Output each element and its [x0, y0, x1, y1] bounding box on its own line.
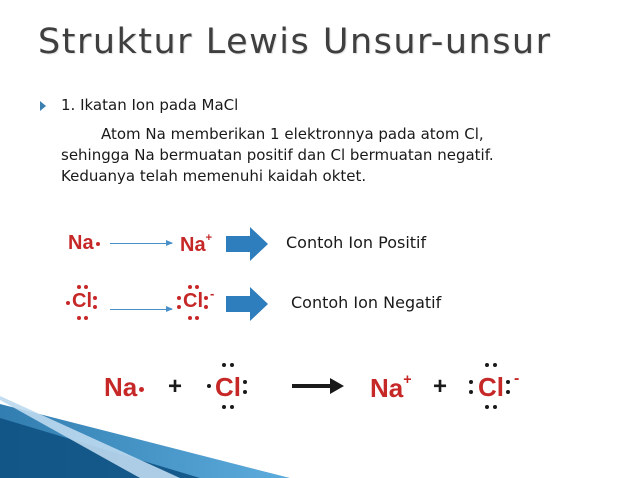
electron-dot [195, 316, 199, 320]
paragraph-line-2: sehingga Na bermuatan positif dan Cl bermuatan negatif. [61, 146, 494, 164]
electron-dot [493, 363, 497, 367]
electron-dot [243, 380, 247, 384]
electron-dot [66, 301, 70, 305]
electron-dot [188, 316, 192, 320]
negative-charge: - [210, 286, 215, 301]
electron-dot [493, 405, 497, 409]
right-arrow-icon [226, 287, 268, 321]
label-positive-ion: Contoh Ion Positif [286, 233, 427, 252]
electron-dot [188, 285, 192, 289]
electron-dot [230, 405, 234, 409]
label-negative-ion: Contoh Ion Negatif [291, 293, 442, 312]
electron-dot [222, 363, 226, 367]
paragraph-line-3: Keduanya telah memenuhi kaidah oktet. [61, 167, 367, 185]
eq-plus-2: + [433, 373, 448, 400]
bullet-heading: 1. Ikatan Ion pada MaCl [61, 96, 239, 114]
eq-na-atom: Na [104, 372, 144, 403]
electron-dot [204, 305, 208, 309]
electron-dot [177, 305, 181, 309]
electron-dot [485, 363, 489, 367]
electron-dot [506, 390, 510, 394]
eq-cl-atom: Cl [215, 372, 241, 402]
electron-dot [207, 384, 211, 388]
cl-ion-symbol: Cl [183, 290, 203, 312]
na-atom-symbol: Na [68, 232, 100, 255]
electron-dot [177, 296, 181, 300]
right-arrow-icon [226, 227, 268, 261]
eq-plus-1: + [168, 373, 183, 400]
paragraph-line-1: Atom Na memberikan 1 elektronnya pada atom Cl, [101, 125, 484, 143]
electron-dot [222, 405, 226, 409]
electron-dot [506, 380, 510, 384]
electron-dot [195, 285, 199, 289]
thin-arrow-icon [110, 309, 172, 310]
na-ion-symbol: Na+ [180, 232, 213, 256]
thin-arrow-icon [110, 243, 172, 244]
electron-dot [93, 296, 97, 300]
electron-dot [77, 285, 81, 289]
page-title: Struktur Lewis Unsur-unsur [38, 22, 552, 62]
electron-dot [485, 405, 489, 409]
eq-cl-ion: Cl [478, 372, 504, 402]
explanation-paragraph [61, 124, 601, 187]
eq-na-ion: Na+ [370, 372, 412, 403]
electron-dot [77, 316, 81, 320]
cl-atom-symbol: Cl [72, 290, 92, 312]
reaction-arrow-icon [292, 376, 344, 396]
electron-dot [243, 390, 247, 394]
electron-dot [469, 390, 473, 394]
electron-dot [204, 296, 208, 300]
electron-dot [84, 285, 88, 289]
valence-electron-dot [96, 242, 100, 246]
triangle-bullet-icon [40, 101, 46, 111]
eq-negative-charge: - [514, 370, 520, 387]
valence-electron-dot [139, 387, 144, 392]
electron-dot [230, 363, 234, 367]
electron-dot [84, 316, 88, 320]
electron-dot [93, 305, 97, 309]
electron-dot [469, 380, 473, 384]
